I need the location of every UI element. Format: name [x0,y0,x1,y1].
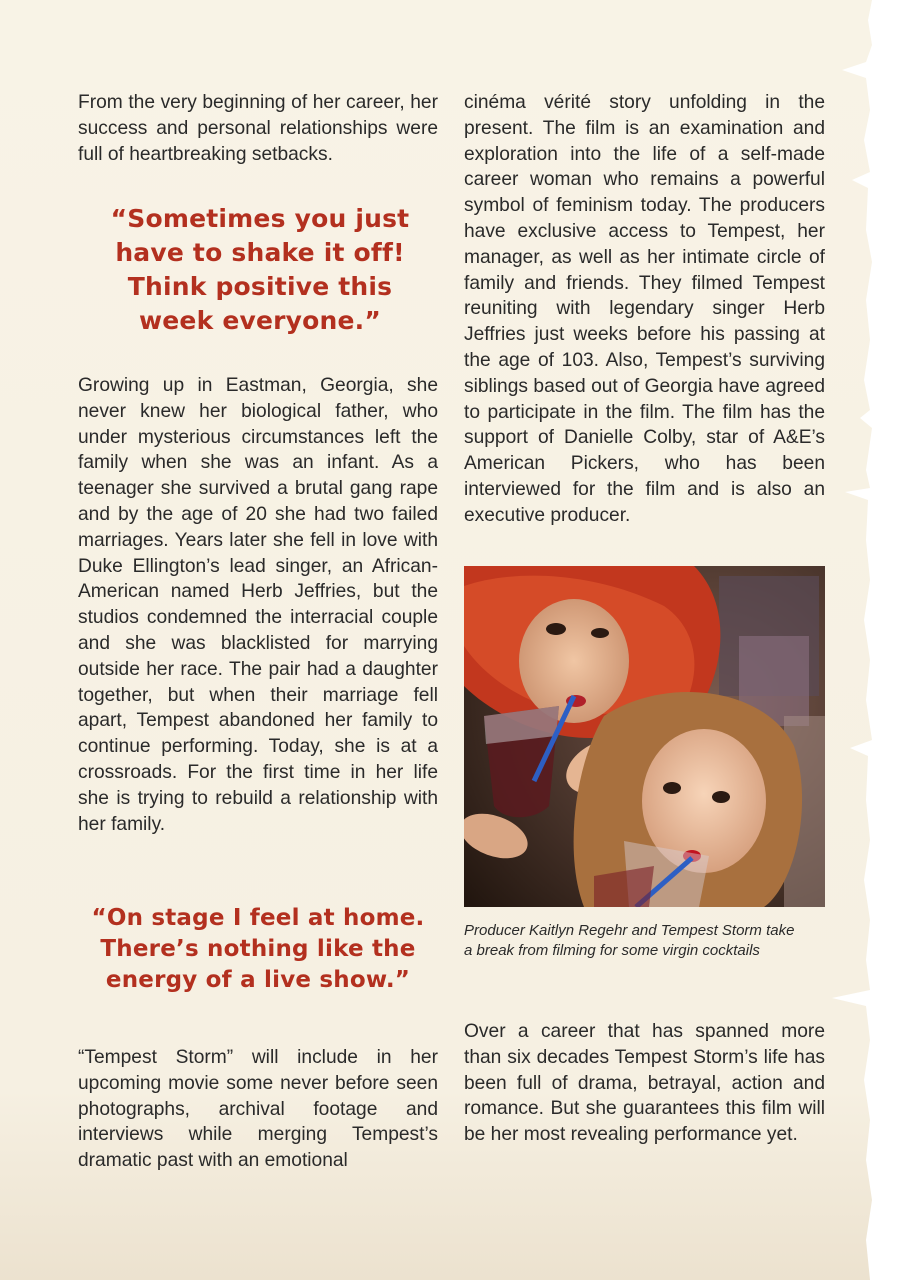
left-paragraph-biography: Growing up in Eastman, Georgia, she never knew her biological father, who under mysterious circumstances left the family when she was an infant. As a teenager she survived a brutal gang rape and by the age of 20 she had two failed marriages. Years later she fell in love with Duke Ellington’s lead singer, an African-American named Herb Jeffries, but the studios condemned the interracial couple and she was blacklisted for marrying outside her race. The pair had a daughter together, but when their marriage fell apart, Tempest abandoned her family to continue performing. Today, she is at a crossroads. For the first time in her life she is trying to rebuild a relationship with her family. [78,375,438,835]
right-paragraph-closing: Over a career that has spanned more than six decades Tempest Storm’s life has been full of drama, betrayal, action and romance. But she guarantees this film will be her most revealing performance yet. [464,1021,825,1146]
left-paragraph-intro: From the very beginning of her career, her success and personal relationships were full of heartbreaking setbacks. [78,92,438,165]
photo-illustration [464,566,825,907]
photo-caption: Producer Kaitlyn Regehr and Tempest Storm take a break from filming for some virgin cocktails [464,922,795,959]
pull-quote-shake-it-off: “Sometimes you just have to shake it off! Think positive this week everyone.” [110,204,410,335]
left-paragraph-movie: “Tempest Storm” will include in her upcoming movie some never before seen photographs, archival footage and interviews while merging Tempest’s dramatic past with an emotional [78,1047,438,1172]
pull-quote-on-stage: “On stage I feel at home. There’s nothing like the energy of a live show.” [91,905,425,993]
producer-and-tempest-photo [464,566,825,907]
right-paragraph-film: cinéma vérité story unfolding in the present. The film is an examination and exploration into the life of a self-made career woman who remains a powerful symbol of feminism today. The producers have exclusive access to Tempest, her manager, as well as her intimate circle of family and friends. They filmed Tempest reuniting with legendary singer Herb Jeffries just weeks before his passing at the age of 103. Also, Tempest’s surviving siblings based out of Georgia have agreed to participate in the film. The film has the support of Danielle Colby, star of A&E’s American Pickers, who has been interviewed for the film and is also an executive producer. [464,92,825,526]
